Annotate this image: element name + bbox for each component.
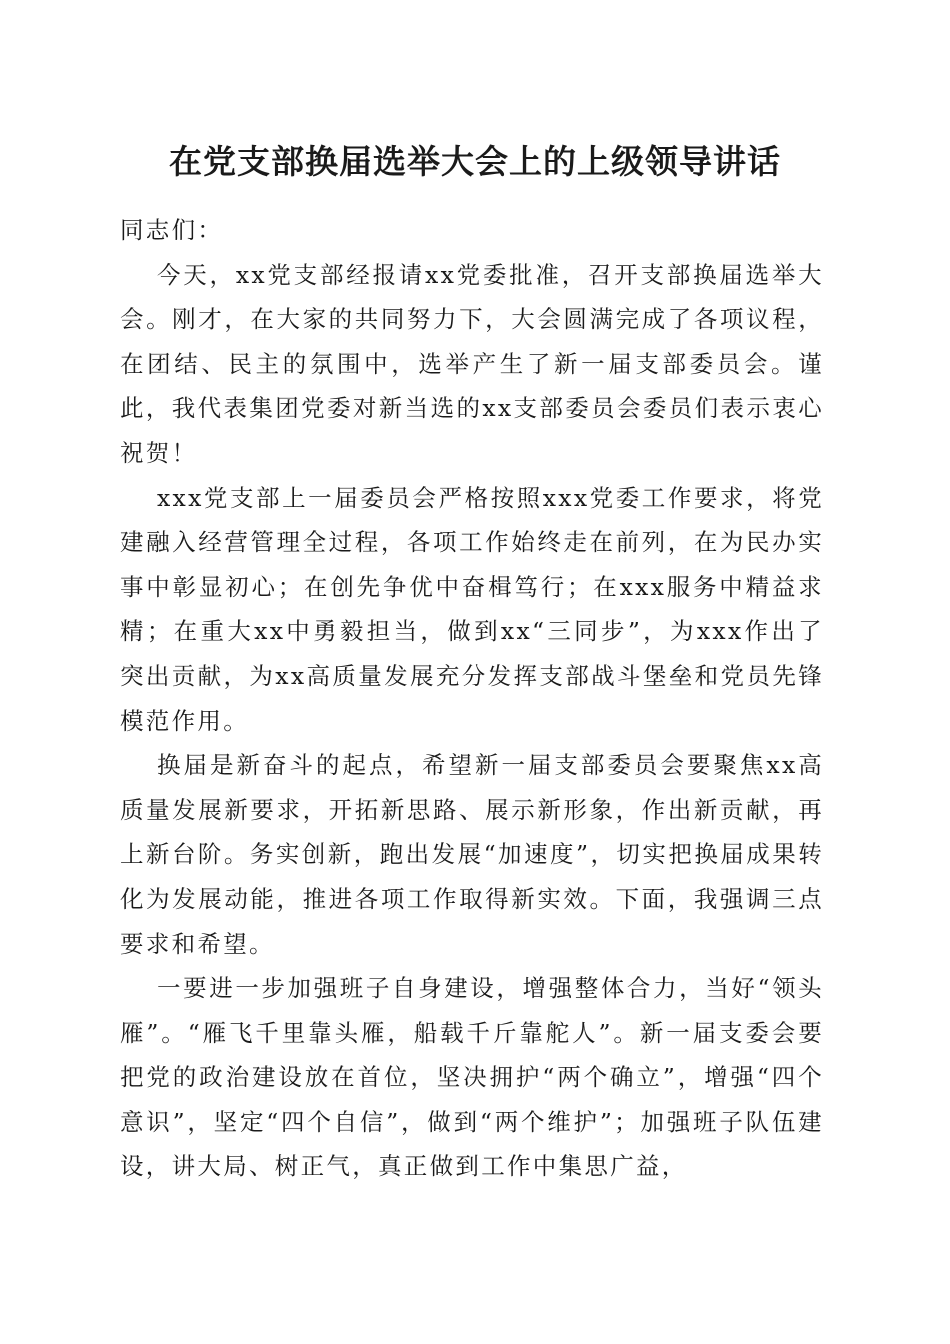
document-title: 在党支部换届选举大会上的上级领导讲话 <box>169 142 781 181</box>
paragraph-1: 今天，xx党支部经报请xx党委批准，召开支部换届选举大会。刚才，在大家的共同努力下，大会圆满完成了各项议程，在团结、民主的氛围中，选举产生了新一届支部委员会。谨此，我代表集团党委对新当选的xx支部委员会委员们表示衷心祝贺！ <box>120 260 824 467</box>
paragraph-4: 一要进一步加强班子自身建设，增强整体合力，当好“领头雁”。“雁飞千里靠头雁，船载千斤靠舵人”。新一届支委会要把党的政治建设放在首位，坚决拥护“两个确立”，增强“四个意识”，坚定“四个自信”，做到“两个维护”；加强班子队伍建设，讲大局、树正气，真正做到工作中集思广益， <box>120 974 824 1181</box>
paragraph-2: xxx党支部上一届委员会严格按照xxx党委工作要求，将党建融入经营管理全过程，各项工作始终走在前列，在为民办实事中彰显初心；在创先争优中奋楫笃行；在xxx服务中精益求精；在重大xx中勇毅担当，做到xx“三同步”，为xxx作出了突出贡献，为xx高质量发展充分发挥支部战斗堡垒和党员先锋模范作用。 <box>120 483 824 735</box>
document-body <box>120 208 824 1189</box>
paragraph-3: 换届是新奋斗的起点，希望新一届支部委员会要聚焦xx高质量发展新要求，开拓新思路、展示新形象，作出新贡献，再上新台阶。务实创新，跑出发展“加速度”，切实把换届成果转化为发展动能，推进各项工作取得新实效。下面，我强调三点要求和希望。 <box>120 751 824 958</box>
salutation: 同志们： <box>120 216 224 244</box>
